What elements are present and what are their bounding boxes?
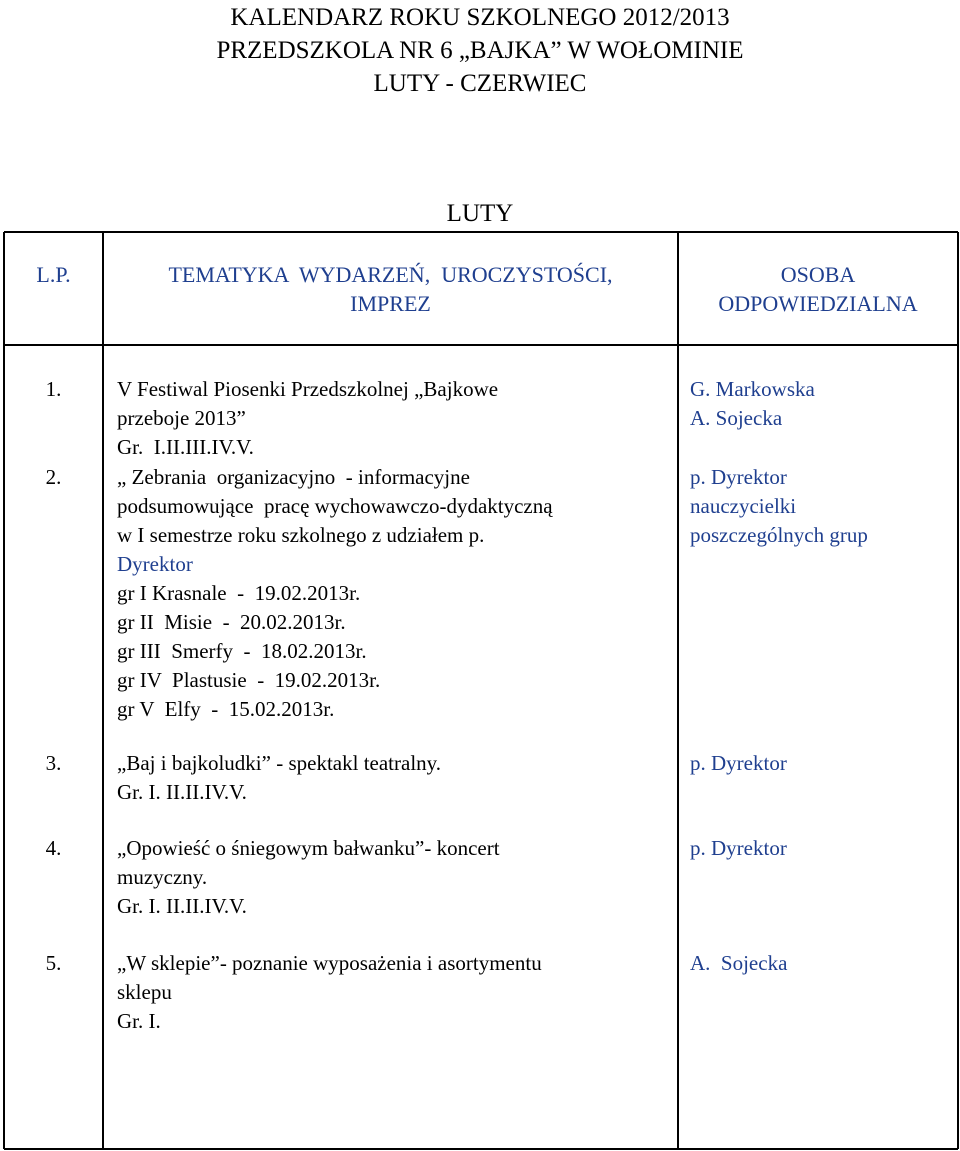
header-lp-label: L.P. [36, 262, 71, 287]
row-2-person [690, 463, 950, 550]
row-1-number: 1. [45, 377, 62, 401]
row-2-topic-line: gr III Smerfy - 18.02.2013r. [117, 639, 367, 663]
row-4-topic-line: „Opowieść o śniegowym bałwanku”- koncert [117, 836, 500, 860]
title-line-3: LUTY - CZERWIEC [373, 70, 587, 97]
row-5-number: 5. [45, 951, 62, 975]
row-4-person [690, 834, 950, 863]
header-topic [103, 260, 678, 318]
row-1-topic-line: przeboje 2013” [117, 406, 246, 430]
row-1-topic [117, 375, 662, 462]
row-5-topic-line: Gr. I. [117, 1009, 161, 1033]
row-1-person-line: A. Sojecka [690, 406, 783, 430]
row-3-topic-line: „Baj i bajkoludki” - spektakl teatralny. [117, 751, 442, 775]
row-2-person-line: nauczycielki [690, 494, 797, 518]
row-2-topic-line: gr II Misie - 20.02.2013r. [117, 610, 346, 634]
row-2-topic-line: „ Zebrania organizacyjno - informacyjne [117, 465, 470, 489]
row-2-topic-line: gr I Krasnale - 19.02.2013r. [117, 581, 361, 605]
row-5-person-line: A. Sojecka [690, 951, 788, 975]
row-5-topic [117, 949, 662, 1036]
row-5-topic-line: „W sklepie”- poznanie wyposażenia i asortymentu [117, 951, 542, 975]
row-2-person-line: p. Dyrektor [690, 465, 787, 489]
header-person-line-1: OSOBA [780, 262, 856, 287]
header-person-line-2: ODPOWIEDZIALNA [718, 291, 918, 316]
header-topic-line-2: IMPREZ [350, 291, 431, 316]
row-3-topic-line: Gr. I. II.II.IV.V. [117, 780, 247, 804]
row-3-person [690, 749, 950, 778]
row-4-topic-line: muzyczny. [117, 865, 208, 889]
row-3-number: 3. [45, 751, 62, 775]
row-4-number: 4. [45, 836, 62, 860]
title-line-2: PRZEDSZKOLA NR 6 „BAJKA” W WOŁOMINIE [216, 37, 744, 64]
row-2-topic-line: podsumowujące pracę wychowawczo-dydaktyczną [117, 494, 553, 518]
row-2-person-line: poszczególnych grup [690, 523, 868, 547]
row-4-topic [117, 834, 662, 921]
row-2-topic-line: Dyrektor [117, 552, 193, 576]
row-2-topic-line: gr V Elfy - 15.02.2013r. [117, 697, 335, 721]
row-5-topic-line: sklepu [117, 980, 172, 1004]
row-5-person [690, 949, 950, 978]
title-line-1: KALENDARZ ROKU SZKOLNEGO 2012/2013 [230, 4, 730, 31]
header-lp [4, 260, 103, 289]
header-person [678, 260, 958, 318]
header-topic-line-1: TEMATYKA WYDARZEŃ, UROCZYSTOŚCI, [168, 262, 613, 287]
row-1-topic-line: V Festiwal Piosenki Przedszkolnej „Bajkowe [117, 377, 499, 401]
row-3-topic [117, 749, 662, 807]
row-4-person-line: p. Dyrektor [690, 836, 787, 860]
row-1-person-line: G. Markowska [690, 377, 815, 401]
row-2-number: 2. [45, 465, 62, 489]
row-1-person [690, 375, 950, 433]
row-3-person-line: p. Dyrektor [690, 751, 787, 775]
row-4-topic-line: Gr. I. II.II.IV.V. [117, 894, 247, 918]
row-2-topic-line: gr IV Plastusie - 19.02.2013r. [117, 668, 381, 692]
row-1-topic-line: Gr. I.II.III.IV.V. [117, 435, 254, 459]
row-2-topic-line: w I semestrze roku szkolnego z udziałem p. [117, 523, 485, 547]
row-2-topic [117, 463, 662, 724]
month-heading: LUTY [446, 200, 514, 227]
